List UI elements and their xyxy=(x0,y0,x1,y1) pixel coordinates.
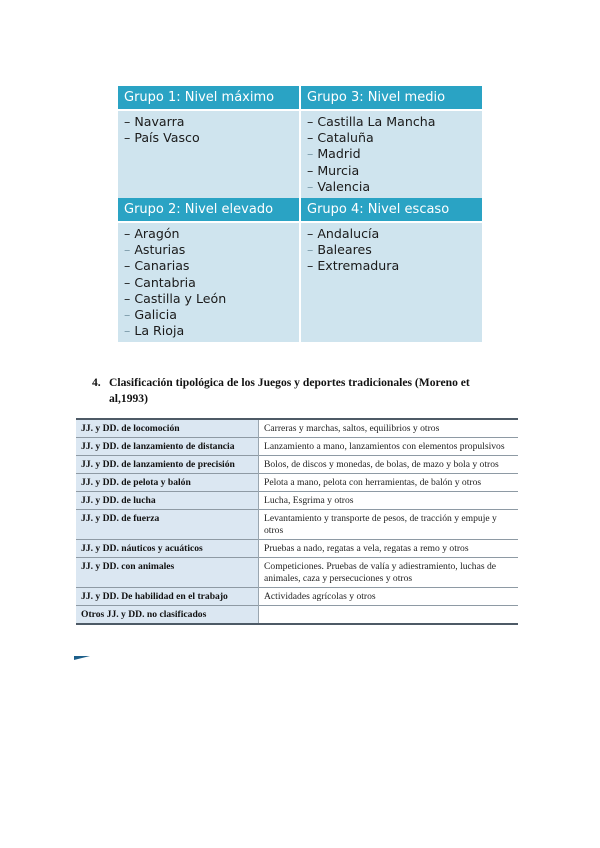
group-4-list xyxy=(301,223,482,342)
examples-cell: Pruebas a nado, regatas a vela, regatas a remo y otros xyxy=(259,540,519,558)
list-item: – Cataluña xyxy=(307,130,374,146)
table-row xyxy=(76,606,518,625)
group-3-header: Grupo 3: Nivel medio xyxy=(301,86,482,111)
category-cell: JJ. y DD. de lanzamiento de distancia xyxy=(76,438,259,456)
list-item: – Castilla y León xyxy=(124,290,227,306)
category-cell: JJ. y DD. con animales xyxy=(76,558,259,588)
group-1-header: Grupo 1: Nivel máximo xyxy=(118,86,299,111)
section-title-line-1: Clasificación tipológica de los Juegos y deportes tradicionales (Moreno et xyxy=(109,376,470,389)
group-1-list xyxy=(118,111,299,198)
table-row xyxy=(76,588,518,606)
category-cell: JJ. y DD. de fuerza xyxy=(76,510,259,540)
table-row xyxy=(76,438,518,456)
list-item: – Castilla La Mancha xyxy=(307,114,436,129)
section-title-line-2: al,1993) xyxy=(109,392,148,405)
list-item: – Baleares xyxy=(307,242,372,258)
category-cell: Otros JJ. y DD. no clasificados xyxy=(76,606,259,625)
list-item: – Murcia xyxy=(307,162,360,178)
list-item: – Cantabria xyxy=(124,274,196,290)
regions-group-table xyxy=(118,86,482,342)
category-cell: JJ. y DD. de locomoción xyxy=(76,419,259,438)
classification-table xyxy=(76,418,518,625)
examples-cell: Lanzamiento a mano, lanzamientos con elementos propulsivos xyxy=(259,438,519,456)
category-cell: JJ. y DD. de lanzamiento de precisión xyxy=(76,456,259,474)
examples-cell: Competiciones. Pruebas de valía y adiestramiento, luchas de animales, caza y persecuciones y otros xyxy=(259,558,519,588)
list-item: – Aragón xyxy=(124,226,180,241)
examples-cell: Lucha, Esgrima y otros xyxy=(259,492,519,510)
table-row xyxy=(76,492,518,510)
section-heading xyxy=(92,375,512,407)
list-item: – País Vasco xyxy=(124,130,200,146)
list-item: – Madrid xyxy=(307,146,361,162)
table-row xyxy=(76,510,518,540)
table-row xyxy=(76,540,518,558)
table-row xyxy=(76,456,518,474)
examples-cell: Pelota a mano, pelota con herramientas, de balón y otros xyxy=(259,474,519,492)
examples-cell xyxy=(259,606,519,625)
category-cell: JJ. y DD. náuticos y acuáticos xyxy=(76,540,259,558)
examples-cell: Carreras y marchas, saltos, equilibrios y otros xyxy=(259,419,519,438)
examples-cell: Levantamiento y transporte de pesos, de tracción y empuje y otros xyxy=(259,510,519,540)
list-item: – Galicia xyxy=(124,307,177,323)
corner-decoration xyxy=(74,656,90,660)
list-item: – Extremadura xyxy=(307,258,400,274)
table-row xyxy=(76,474,518,492)
table-row xyxy=(76,558,518,588)
group-2-list xyxy=(118,223,299,342)
section-number: 4. xyxy=(92,376,101,389)
list-item: – Canarias xyxy=(124,258,190,274)
list-item: – Asturias xyxy=(124,242,186,258)
examples-cell: Bolos, de discos y monedas, de bolas, de mazo y bola y otros xyxy=(259,456,519,474)
list-item: – La Rioja xyxy=(124,323,185,339)
category-cell: JJ. y DD. de pelota y balón xyxy=(76,474,259,492)
table-row xyxy=(76,419,518,438)
group-3-list xyxy=(301,111,482,198)
category-cell: JJ. y DD. de lucha xyxy=(76,492,259,510)
group-2-header: Grupo 2: Nivel elevado xyxy=(118,198,299,223)
examples-cell: Actividades agrícolas y otros xyxy=(259,588,519,606)
list-item: – Valencia xyxy=(307,178,371,194)
list-item: – Navarra xyxy=(124,114,185,129)
list-item: – Andalucía xyxy=(307,226,380,241)
category-cell: JJ. y DD. De habilidad en el trabajo xyxy=(76,588,259,606)
group-4-header: Grupo 4: Nivel escaso xyxy=(301,198,482,223)
